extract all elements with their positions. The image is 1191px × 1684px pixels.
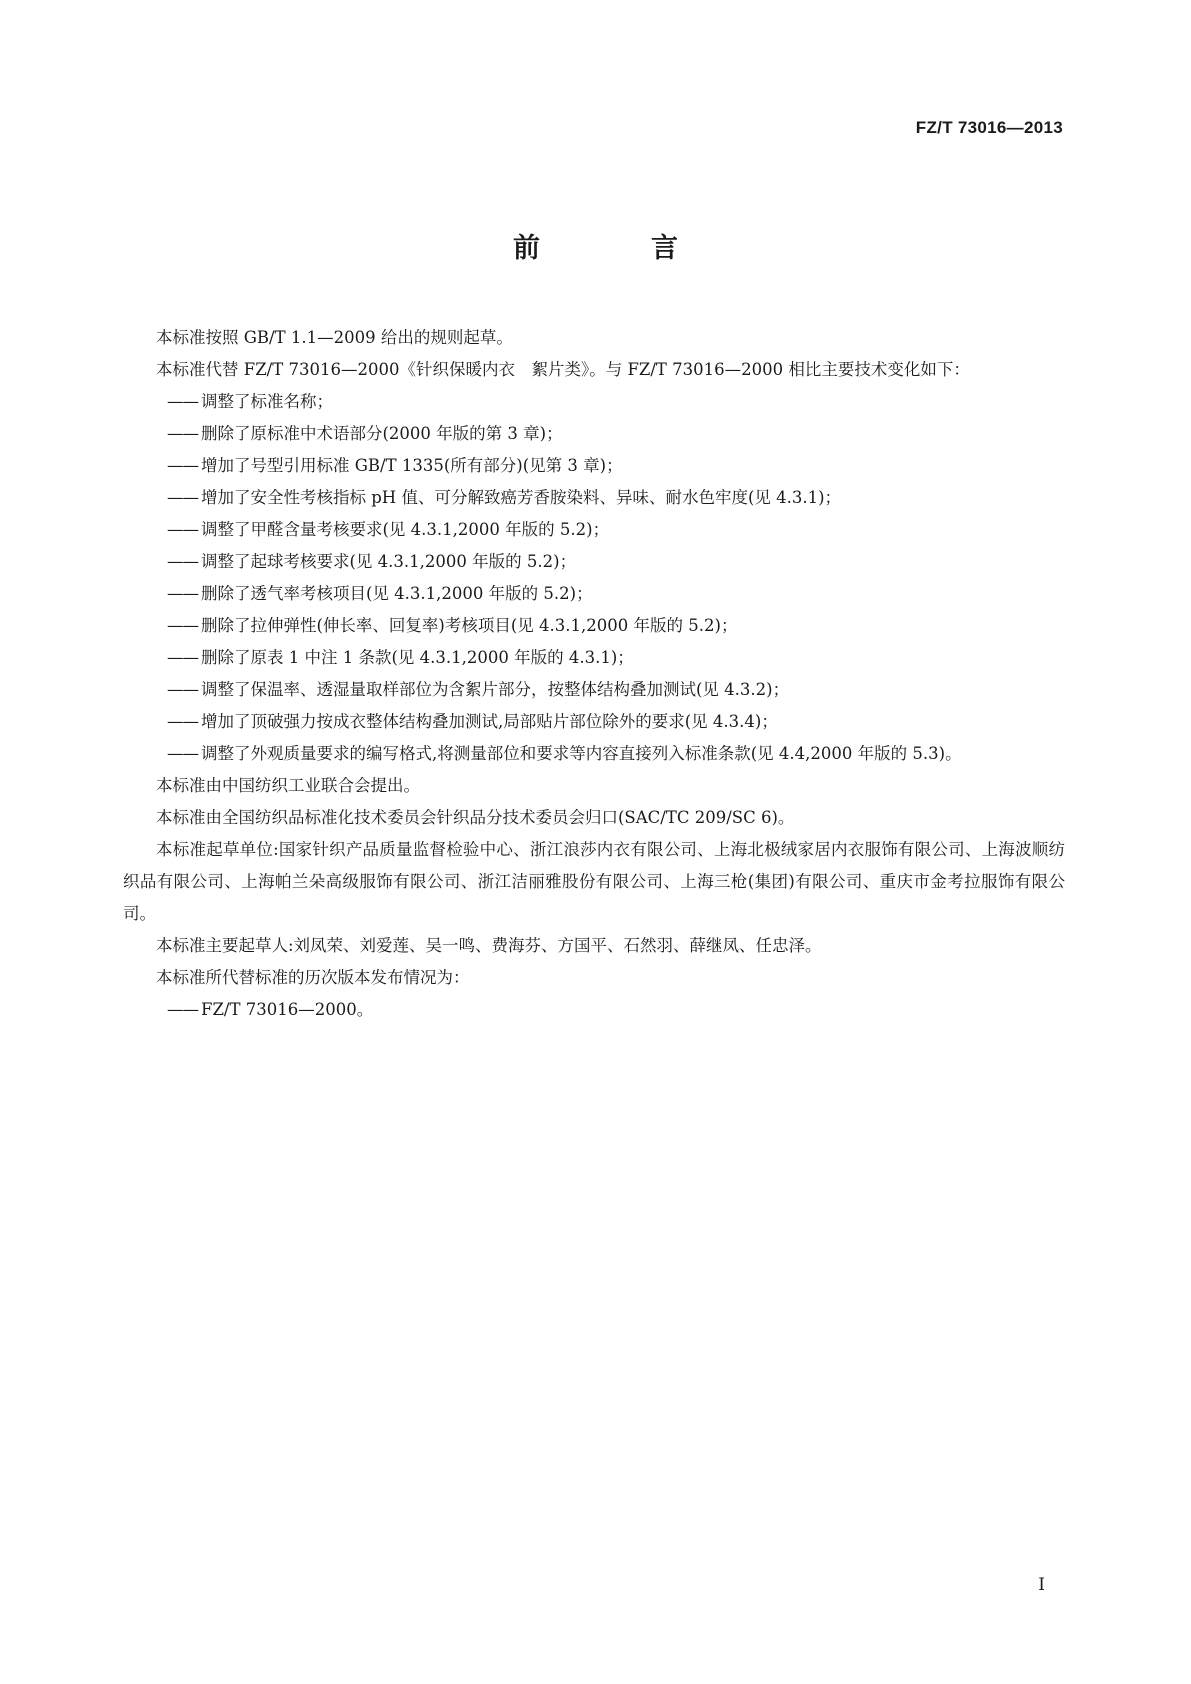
paragraph-drafting-rules: 本标准按照 GB/T 1.1—2009 给出的规则起草。 [156,328,513,347]
list-item [167,546,1065,578]
dash-marker: —— [167,712,198,731]
document-body [123,322,1065,1026]
dash-marker: —— [167,648,198,667]
list-item-text: 调整了保温率、透湿量取样部位为含絮片部分，按整体结构叠加测试(见 4.3.2)； [201,680,790,699]
dash-marker: —— [167,584,198,603]
list-item [167,706,1065,738]
dash-marker: —— [167,488,198,507]
paragraph-history-intro: 本标准所代替标准的历次版本发布情况为： [156,968,470,987]
list-item-text: 删除了透气率考核项目(见 4.3.1,2000 年版的 5.2)； [201,584,593,603]
list-item-text: 删除了原标准中术语部分(2000 年版的第 3 章)； [201,424,563,443]
list-item-text: 删除了拉伸弹性(伸长率、回复率)考核项目(见 4.3.1,2000 年版的 5.2)； [201,616,738,635]
list-item [167,642,1065,674]
list-item [167,738,1065,770]
list-item [167,450,1065,482]
list-item-text: 调整了起球考核要求(见 4.3.1,2000 年版的 5.2)； [201,552,577,571]
standard-code: FZ/T 73016—2013 [915,118,1063,137]
list-item-text: 增加了安全性考核指标 pH 值、可分解致癌芳香胺染料、异味、耐水色牢度(见 4.3.1)； [201,488,842,507]
dash-marker: —— [167,520,198,539]
dash-marker: —— [167,424,198,443]
page-title: 前 言 [513,233,720,264]
dash-marker: —— [167,392,198,411]
list-item [167,386,1065,418]
list-item-text: 调整了甲醛含量考核要求(见 4.3.1,2000 年版的 5.2)； [201,520,610,539]
dash-marker: —— [167,552,198,571]
list-item-text: 增加了顶破强力按成衣整体结构叠加测试,局部贴片部位除外的要求(见 4.3.4)； [201,712,778,731]
list-item-text: 删除了原表 1 中注 1 条款(见 4.3.1,2000 年版的 4.3.1)； [201,648,634,667]
dash-marker: —— [167,456,198,475]
page-number: I [1038,1575,1045,1595]
paragraph-proposer: 本标准由中国纺织工业联合会提出。 [156,776,420,795]
paragraph-committee: 本标准由全国纺织品标准化技术委员会针织品分技术委员会归口(SAC/TC 209/SC 6)。 [156,808,795,827]
dash-marker: —— [167,1000,198,1019]
history-item-text: FZ/T 73016—2000。 [201,1000,374,1019]
dash-marker: —— [167,680,198,699]
list-item [167,674,1065,706]
changes-list [123,386,1065,770]
dash-marker: —— [167,744,198,763]
list-item [167,610,1065,642]
history-item [167,994,1065,1026]
list-item [167,578,1065,610]
paragraph-drafters: 本标准主要起草人:刘凤荣、刘爱莲、吴一鸣、费海芬、方国平、石然羽、薛继凤、任忠泽。 [156,936,822,955]
list-item-text: 增加了号型引用标准 GB/T 1335(所有部分)(见第 3 章)； [201,456,623,475]
list-item [167,514,1065,546]
dash-marker: —— [167,616,198,635]
list-item-text: 调整了外观质量要求的编写格式,将测量部位和要求等内容直接列入标准条款(见 4.4,2000 年版的 5.3)。 [201,744,962,763]
paragraph-drafting-units: 本标准起草单位:国家针织产品质量监督检验中心、浙江浪莎内衣有限公司、上海北极绒家居内衣服饰有限公司、上海波顺纺织品有限公司、上海帕兰朵高级服饰有限公司、浙江洁丽雅股份有限公司、上海三枪(集团)有限公司、重庆市金考拉服饰有限公司。 [123,840,1065,923]
list-item-text: 调整了标准名称； [201,392,333,411]
paragraph-replaces: 本标准代替 FZ/T 73016—2000《针织保暖内衣 絮片类》。与 FZ/T 73016—2000 相比主要技术变化如下： [156,360,970,379]
list-item [167,418,1065,450]
list-item [167,482,1065,514]
